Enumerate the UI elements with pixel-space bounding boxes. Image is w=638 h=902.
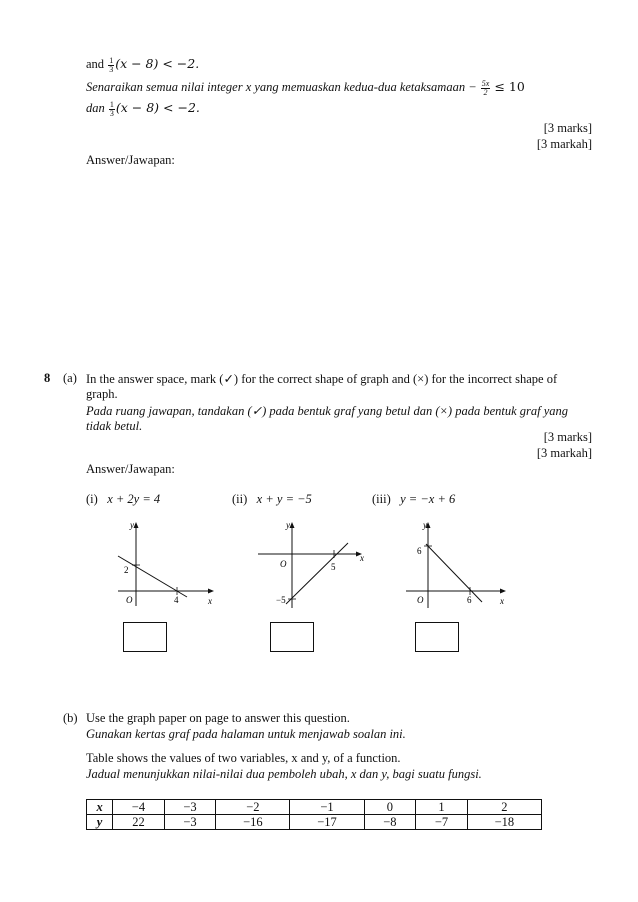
graph-i-y-tick: 2 (124, 565, 129, 575)
inequality-expression-2: (x − 8) < −2. (115, 100, 200, 115)
graph-ii-x-axis-label: x (360, 553, 364, 563)
dan-word: dan (86, 101, 105, 115)
fraction-5x-over-2: $\frac{5x}{2}$ (481, 78, 490, 97)
graph-ii (250, 516, 375, 611)
graph-ii-y-axis-label: y (286, 520, 290, 530)
graph-i-heading (86, 492, 160, 507)
graph-iii-y-tick: 6 (417, 546, 422, 556)
graph-iii-label: (iii) (372, 492, 391, 506)
table-cell: −7 (416, 815, 468, 830)
graph-ii-heading (232, 492, 312, 507)
answer-box-iii[interactable] (415, 622, 459, 652)
graph-i-x-tick: 4 (174, 595, 179, 605)
table-cell: −2 (216, 800, 290, 815)
graph-iii-origin-label: O (417, 595, 424, 605)
graph-ii-origin-label: O (280, 559, 287, 569)
graph-i-y-axis-label: y (130, 520, 134, 530)
table-cell: 22 (113, 815, 165, 830)
answer-box-i[interactable] (123, 622, 167, 652)
table-cell: −4 (113, 800, 165, 815)
table-cell: −17 (290, 815, 364, 830)
part-a-malay-2: tidak betul. (86, 419, 143, 433)
fraction-one-third: $\frac{1}{3}$ (109, 55, 114, 74)
malay-instruction-text: Senaraikan semua nilai integer x yang memuaskan kedua-dua ketaksamaan − (86, 80, 477, 94)
table-cell: −8 (364, 815, 416, 830)
graph-iii-y-axis-label: y (423, 520, 427, 530)
table-header-x: x (87, 800, 113, 815)
graph-ii-y-tick: −5 (276, 595, 286, 605)
graph-i (110, 516, 220, 611)
graph-i-x-axis-label: x (208, 596, 212, 606)
graph-iii-x-axis-label: x (500, 596, 504, 606)
table-cell: −1 (290, 800, 364, 815)
marks-en-top: [3 marks] (543, 121, 592, 135)
graph-iii-equation: y = −x + 6 (400, 492, 456, 506)
marks-ms-top: [3 markah] (536, 137, 592, 151)
part-a-english-1: In the answer space, mark (✓) for the correct shape of graph and (×) for the incorrect shape of (86, 372, 558, 386)
table-cell: 1 (416, 800, 468, 815)
inequality-line-1 (86, 56, 199, 74)
graph-ii-label: (ii) (232, 492, 248, 506)
inequality-expression: (x − 8) < −2. (115, 56, 200, 71)
table-cell: −3 (164, 800, 216, 815)
graph-iii (398, 516, 513, 611)
graph-ii-x-tick: 5 (331, 562, 336, 572)
leq-expression: ≤ 10 (494, 79, 525, 94)
table-header-y: y (87, 815, 113, 830)
malay-instruction-line (86, 79, 525, 97)
table-row-y (87, 815, 542, 830)
part-b-english-1: Use the graph paper on page to answer this question. (86, 711, 350, 725)
part-b-malay-2: Jadual menunjukkan nilai-nilai dua pemboleh ubah, x dan y, bagi suatu fungsi. (86, 767, 482, 781)
answer-label-top: Answer/Jawapan: (86, 153, 175, 167)
answer-label-q8: Answer/Jawapan: (86, 462, 175, 476)
graph-i-origin-label: O (126, 595, 133, 605)
part-b-malay-1: Gunakan kertas graf pada halaman untuk menjawab soalan ini. (86, 727, 406, 741)
inequality-line-3 (86, 100, 200, 118)
answer-box-ii[interactable] (270, 622, 314, 652)
part-b-label: (b) (63, 711, 78, 725)
graph-iii-x-tick: 6 (467, 595, 472, 605)
table-cell: 0 (364, 800, 416, 815)
values-table (86, 799, 542, 830)
graph-ii-equation: x + y = −5 (256, 492, 312, 506)
part-a-english-2: graph. (86, 387, 118, 401)
table-cell: −18 (467, 815, 541, 830)
graph-iii-heading (372, 492, 455, 507)
table-cell: −16 (216, 815, 290, 830)
marks-ms-q8: [3 markah] (536, 446, 592, 460)
marks-en-q8: [3 marks] (543, 430, 592, 444)
graph-i-label: (i) (86, 492, 98, 506)
table-cell: −3 (164, 815, 216, 830)
question-number: 8 (44, 371, 51, 385)
part-b-english-2: Table shows the values of two variables, x and y, of a function. (86, 751, 401, 765)
part-a-malay-1: Pada ruang jawapan, tandakan (✓) pada bentuk graf yang betul dan (×) pada bentuk graf yang (86, 404, 569, 418)
and-word: and (86, 57, 105, 71)
table-row-x (87, 800, 542, 815)
graph-i-equation: x + 2y = 4 (107, 492, 161, 506)
part-a-label: (a) (63, 371, 77, 385)
fraction-one-third-2: $\frac{1}{3}$ (109, 99, 114, 118)
table-cell: 2 (467, 800, 541, 815)
